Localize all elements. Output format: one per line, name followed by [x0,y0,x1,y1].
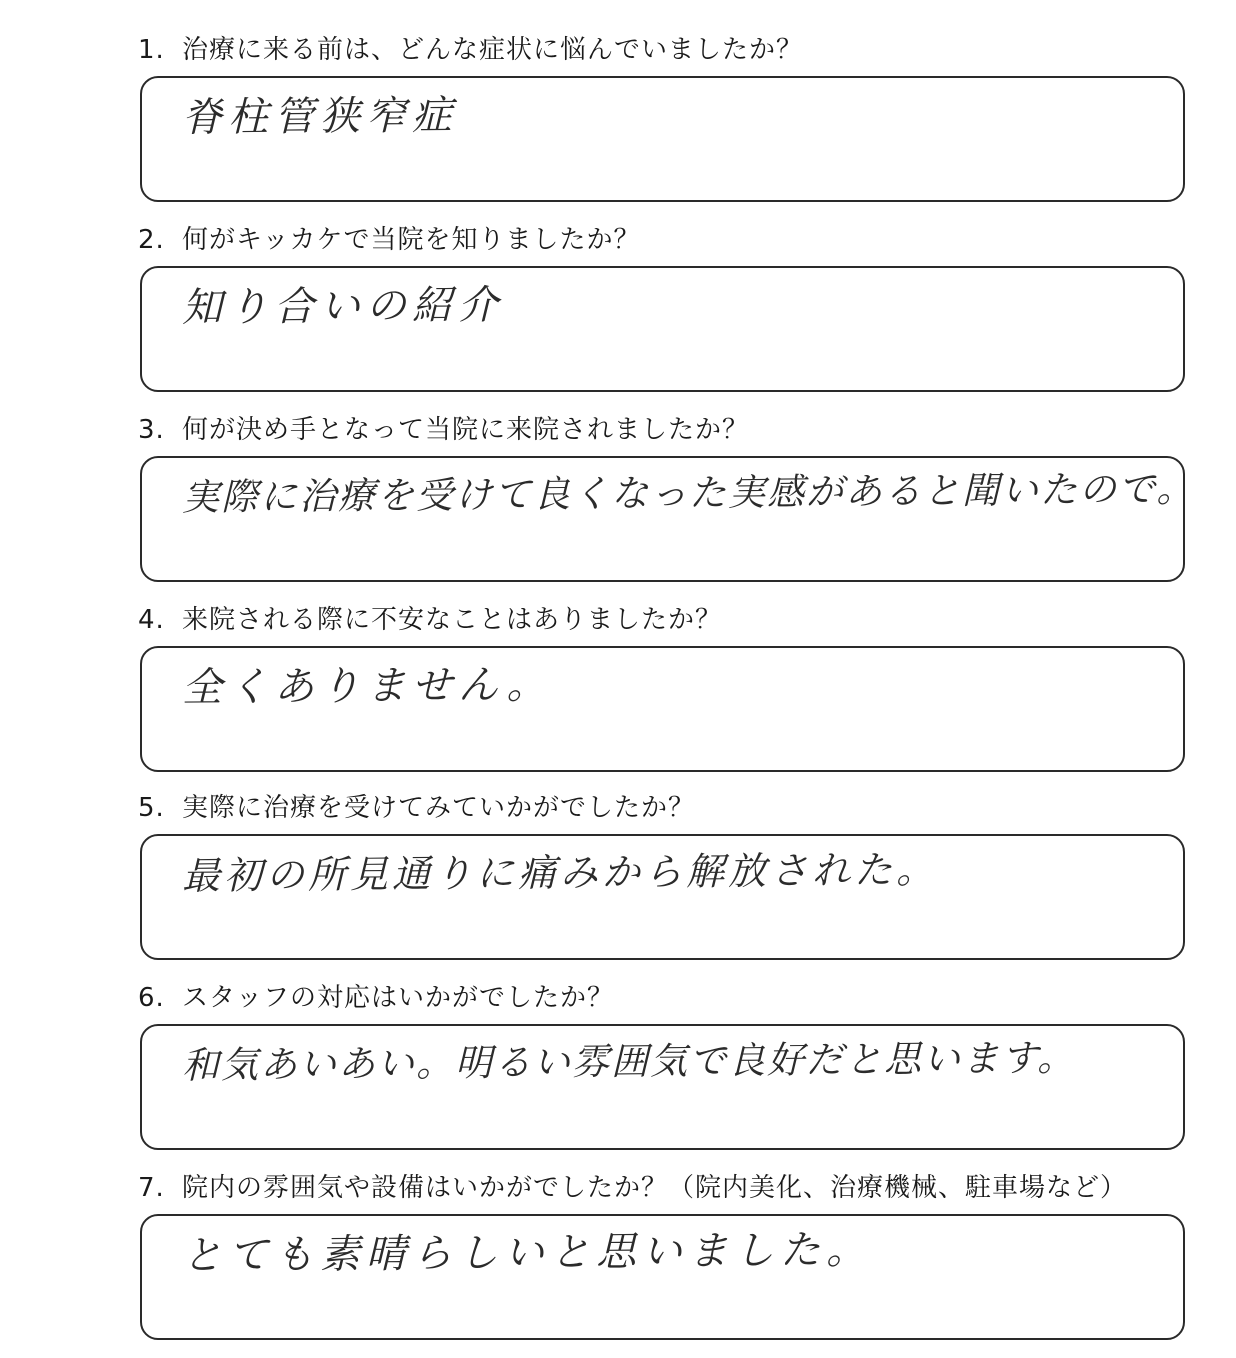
answer-2-text: 知り合いの紹介 [181,282,505,331]
question-5-number: 5. [138,793,165,823]
question-5-text: 実際に治療を受けてみていかがでしたか？ [182,793,696,823]
question-4-number: 4. [138,605,165,635]
answer-box-6 [140,1024,1185,1150]
answer-box-4 [140,646,1185,772]
question-2-text: 何がキッカケで当院を知りましたか？ [182,225,641,255]
question-4 [138,600,722,640]
question-4-text: 来院される際に不安なことはありましたか？ [182,605,723,635]
answer-box-7 [140,1214,1185,1340]
question-1-text: 治療に来る前は、どんな症状に悩んでいましたか？ [182,35,804,65]
question-5 [138,788,695,828]
question-1 [138,30,803,70]
question-3 [138,410,749,450]
question-6 [138,978,614,1018]
question-1-number: 1. [138,35,165,65]
answer-box-1 [140,76,1185,202]
answer-7-text: とても素晴らしいと思いました。 [181,1226,873,1279]
question-7-number: 7. [138,1173,165,1203]
question-2-number: 2. [138,225,165,255]
question-6-text: スタッフの対応はいかがでしたか？ [182,983,615,1013]
answer-3-text: 実際に治療を受けて良くなった実感があると聞いたので。 [181,467,1196,519]
answer-6-text: 和気あいあい。明るい雰囲気で良好だと思います。 [181,1036,1077,1087]
answer-box-2 [140,266,1185,392]
question-7 [138,1168,1127,1208]
answer-5-text: 最初の所見通りに痛みから解放された。 [181,847,939,898]
answer-box-5 [140,834,1185,960]
question-3-text: 何が決め手となって当院に来院されましたか？ [182,415,750,445]
question-6-number: 6. [138,983,165,1013]
answer-4-text: 全くありません。 [181,661,553,711]
answer-1-text: 脊柱管狭窄症 [181,92,459,141]
question-2 [138,220,640,260]
question-3-number: 3. [138,415,165,445]
question-7-text: 院内の雰囲気や設備はいかがでしたか？（院内美化、治療機械、駐車場など） [182,1173,1128,1203]
answer-box-3 [140,456,1196,582]
